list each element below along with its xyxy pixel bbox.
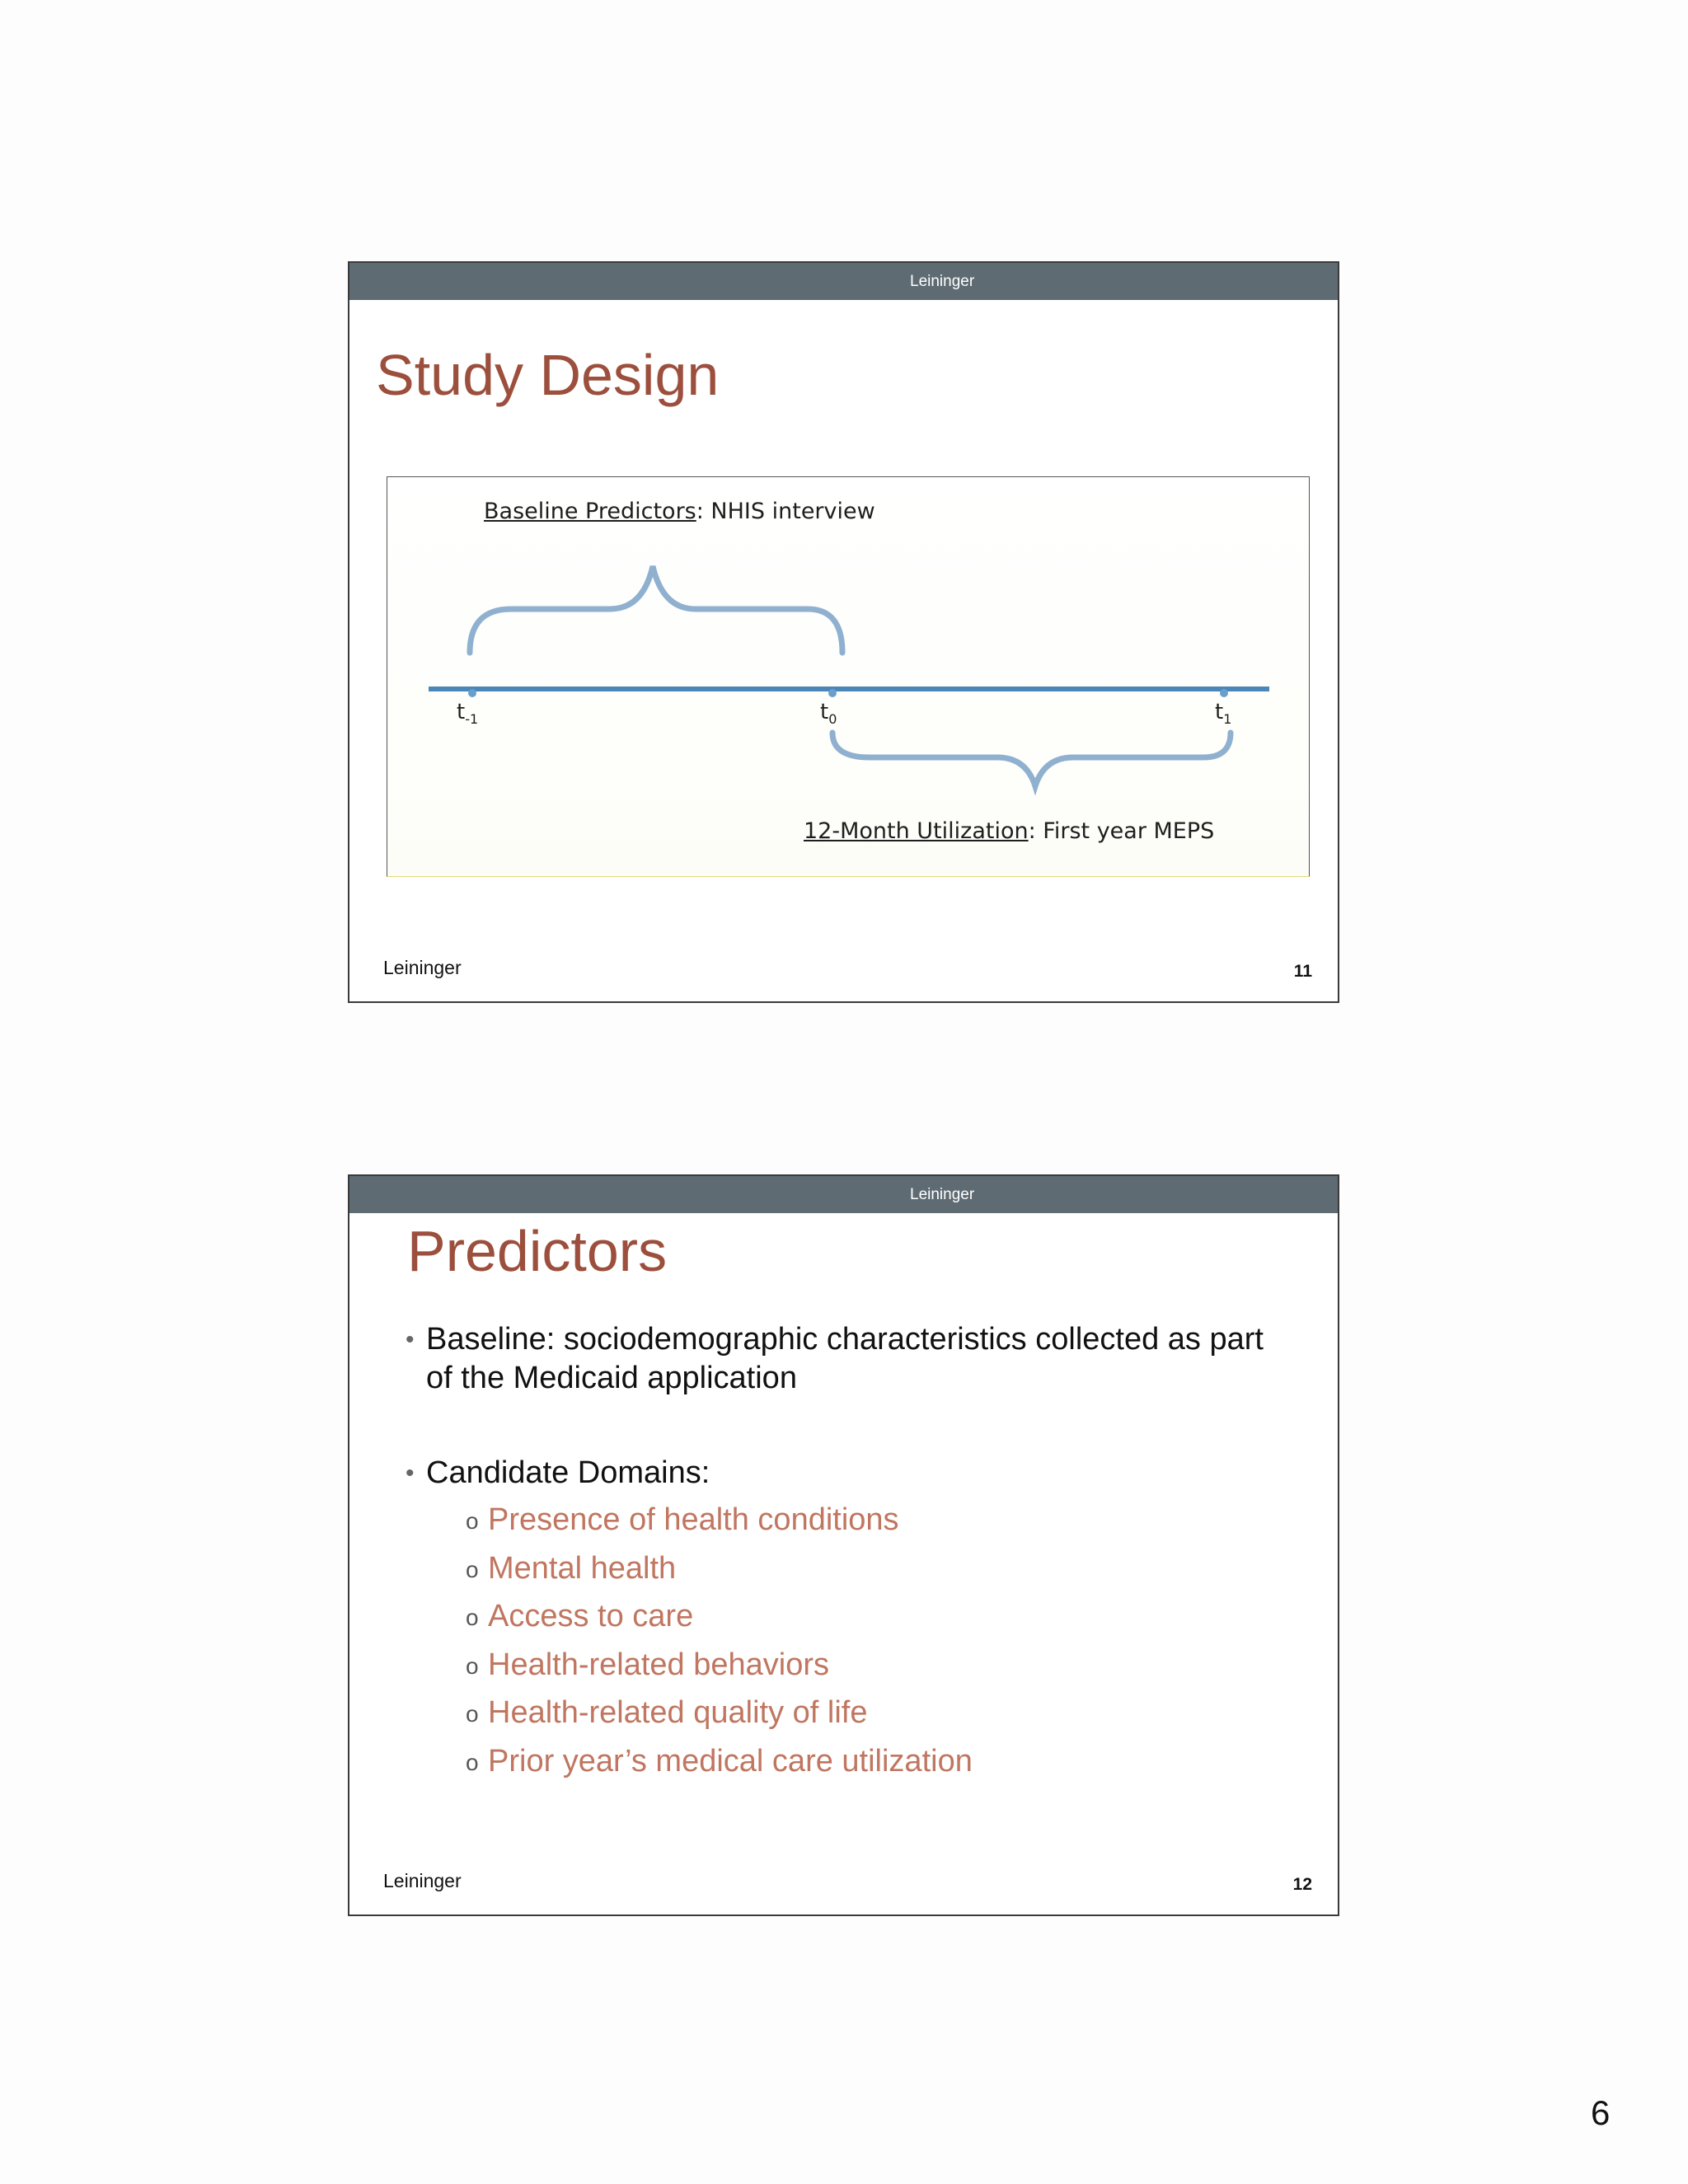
domain-item (406, 1689, 1296, 1737)
utilization-desc: : First year MEPS (1028, 818, 1215, 844)
domain-item (406, 1641, 1296, 1690)
domain-item (406, 1496, 1296, 1544)
sub-bullet-icon: o (466, 1556, 479, 1582)
domain-text: Prior year’s medical care utilization (488, 1743, 973, 1779)
bullet-list (406, 1320, 1296, 1785)
header-author: Leininger (910, 273, 975, 290)
bullet-item-baseline (406, 1320, 1296, 1398)
page-number: 6 (1591, 2093, 1611, 2132)
tick-label-t1: $t_1$ (1215, 700, 1232, 728)
domain-text: Mental health (488, 1550, 677, 1586)
domain-item (406, 1592, 1296, 1641)
domain-item (406, 1544, 1296, 1593)
domain-text: Health-related quality of life (488, 1695, 868, 1730)
domain-list (406, 1496, 1296, 1785)
sub-bullet-icon: o (466, 1749, 479, 1775)
slide-header (349, 1176, 1338, 1213)
tick-marker-t-1 (468, 689, 476, 697)
header-author: Leininger (910, 1186, 975, 1203)
slide-study-design (348, 261, 1339, 1003)
slide-header (349, 263, 1338, 300)
utilization-term: 12-Month Utilization (804, 818, 1029, 844)
utilization-brace (832, 733, 1231, 786)
tick-marker-t0 (828, 689, 837, 697)
bullet-dot-icon: • (406, 1460, 415, 1487)
slide-title: Study Design (376, 343, 720, 407)
tick-marker-t1 (1220, 689, 1228, 697)
slide-footer-author: Leininger (383, 957, 462, 978)
study-timeline-diagram (387, 476, 1310, 877)
bullet-dot-icon: • (406, 1326, 415, 1353)
slide-number: 12 (1292, 1875, 1312, 1894)
sub-bullet-icon: o (466, 1508, 479, 1534)
tick-label-t0: $t_0$ (820, 700, 837, 728)
sub-bullet-icon: o (466, 1605, 479, 1630)
sub-bullet-icon: o (466, 1652, 479, 1679)
bullet-text: Candidate Domains: (426, 1455, 710, 1490)
sub-bullet-icon: o (466, 1701, 479, 1727)
domain-text: Presence of health conditions (488, 1502, 899, 1537)
slide-predictors (348, 1174, 1339, 1916)
bullet-text: Baseline: sociodemographic characteristics collected as part of the Medicaid application (426, 1322, 1264, 1395)
utilization-label (804, 818, 1214, 844)
domain-text: Access to care (488, 1599, 694, 1633)
domain-item (406, 1737, 1296, 1786)
baseline-brace (470, 566, 842, 653)
bullet-item-candidate-domains (406, 1454, 1296, 1493)
domain-text: Health-related behaviors (488, 1647, 830, 1682)
slide-footer-author: Leininger (383, 1870, 462, 1891)
slide-number: 11 (1293, 962, 1312, 981)
tick-label-t-1: $t_{-1}$ (457, 700, 479, 728)
baseline-predictors-label (484, 499, 875, 524)
slide-title: Predictors (407, 1219, 668, 1283)
baseline-predictors-term: Baseline Predictors (484, 499, 696, 524)
baseline-predictors-desc: : NHIS interview (696, 499, 875, 524)
